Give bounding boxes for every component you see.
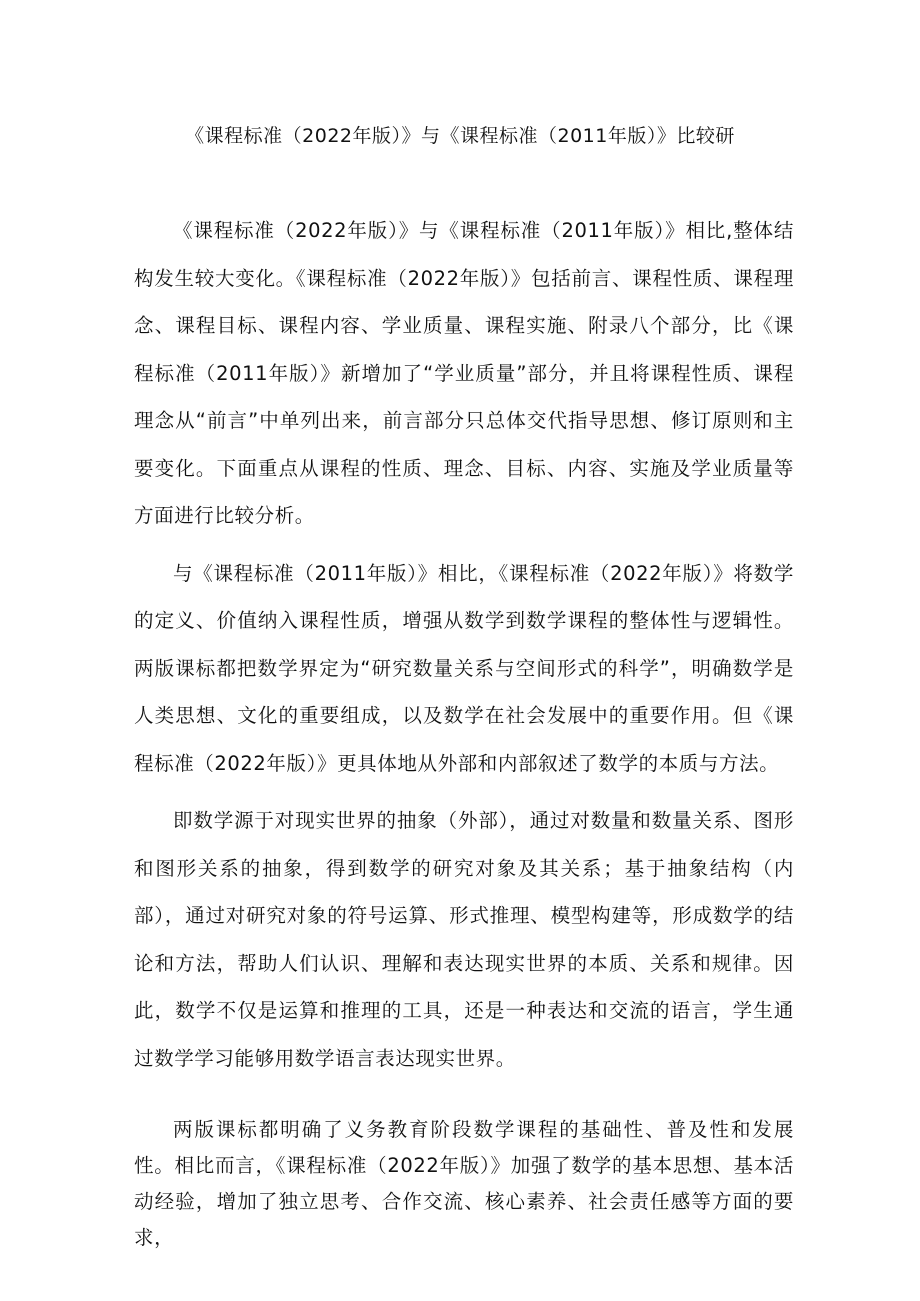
paragraph-3: 即数学源于对现实世界的抽象（外部），通过对数量和数量关系、图形和图形关系的抽象，得到数学的研究对象及其关系；基于抽象结构（内部），通过对研究对象的符号运算、形式推理、模型构建等，形成数学的结论和方法，帮助人们认识、理解和表达现实世界的本质、关系和规律。因此，数学不仅是运算和推理的工具，还是一种表达和交流的语言，学生通过数学学习能够用数学语言表达现实世界。: [134, 809, 794, 1070]
paragraph-4: 两版课标都明确了义务教育阶段数学课程的基础性、普及性和发展性。相比而言，《课程标准（2022年版）》加强了数学的基本思想、基本活动经验，增加了独立思考、合作交流、核心素养、社会责任感等方面的要求，: [134, 1118, 794, 1249]
paragraph-1: 《课程标准（2022年版）》与《课程标准（2011年版）》相比,整体结构发生较大变化。《课程标准（2022年版）》包括前言、课程性质、课程理念、课程目标、课程内容、学业质量、课程实施、附录八个部分，比《课程标准（2011年版）》新增加了“学业质量”部分，并且将课程性质、课程理念从“前言”中单列出来，前言部分只总体交代指导思想、修订原则和主要变化。下面重点从课程的性质、理念、目标、内容、实施及学业质量等方面进行比较分析。: [134, 219, 794, 527]
document-body: [134, 207, 794, 1256]
document-title: 《课程标准（2022年版）》与《课程标准（2011年版）》比较研: [185, 125, 735, 147]
paragraph-2: 与《课程标准（2011年版）》相比，《课程标准（2022年版）》将数学的定义、价值纳入课程性质，增强从数学到数学课程的整体性与逻辑性。两版课标都把数学界定为“研究数量关系与空间形式的科学”，明确数学是人类思想、文化的重要组成，以及数学在社会发展中的重要作用。但《课程标准（2022年版）》更具体地从外部和内部叙述了数学的本质与方法。: [134, 561, 794, 775]
